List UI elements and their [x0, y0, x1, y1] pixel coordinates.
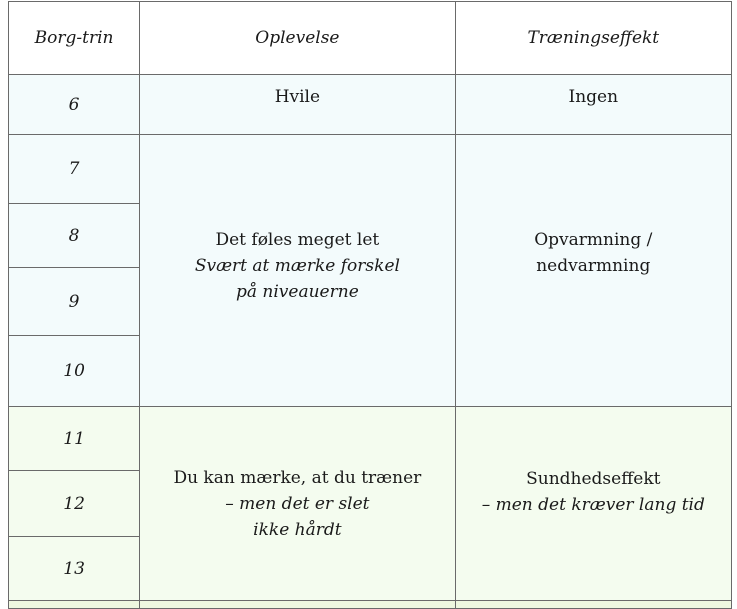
- borg-level-8: 8: [9, 204, 140, 268]
- experience-subtext: på niveauerne: [236, 281, 359, 302]
- partial-cell: [455, 601, 731, 609]
- header-effect: Træningseffekt: [455, 2, 731, 75]
- effect-cell-warmup: [455, 135, 731, 407]
- borg-level-6: 6: [9, 75, 140, 135]
- header-borg: Borg-trin: [9, 2, 140, 75]
- partial-cell: [140, 601, 455, 609]
- borg-level-12: 12: [9, 471, 140, 537]
- effect-subtext: – men det kræver lang tid: [481, 494, 705, 515]
- experience-text: Du kan mærke, at du træner: [173, 467, 422, 488]
- effect-text: Sundhedseffekt: [526, 468, 661, 489]
- effect-cell-health: [455, 407, 731, 601]
- effect-cell-none: Ingen: [455, 75, 731, 135]
- partial-cell: [9, 601, 140, 609]
- header-row: [9, 2, 732, 75]
- experience-cell-rest: Hvile: [140, 75, 455, 135]
- experience-subtext: – men det er slet: [225, 493, 370, 514]
- effect-text: Opvarmning /: [534, 229, 653, 250]
- borg-level-13: 13: [9, 537, 140, 601]
- borg-scale-table: [8, 1, 732, 609]
- table-row: [9, 135, 732, 204]
- experience-subtext: ikke hårdt: [253, 519, 342, 540]
- experience-cell-light: [140, 407, 455, 601]
- borg-level-11: 11: [9, 407, 140, 471]
- experience-text: Det føles meget let: [215, 229, 380, 250]
- experience-subtext: Svært at mærke forskel: [194, 255, 400, 276]
- table-row-partial: [9, 601, 732, 609]
- borg-level-9: 9: [9, 268, 140, 336]
- effect-text: nedvarmning: [536, 255, 651, 276]
- borg-level-10: 10: [9, 336, 140, 407]
- experience-cell-very-light: [140, 135, 455, 407]
- borg-level-7: 7: [9, 135, 140, 204]
- header-experience: Oplevelse: [140, 2, 455, 75]
- table-row: [9, 407, 732, 471]
- table-row: [9, 75, 732, 135]
